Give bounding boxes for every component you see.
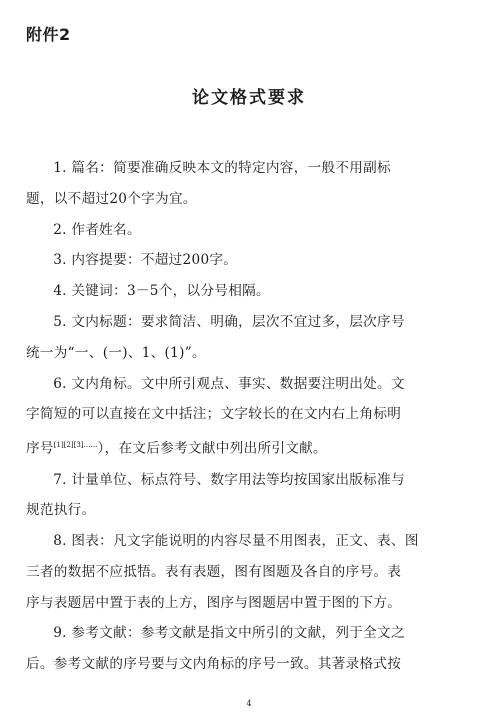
- item-text: 要求简洁、明确，层次不宜过多，层次序号: [140, 313, 405, 330]
- item-4: [26, 276, 472, 307]
- item-text: 序与表题居中置于表的上方，图序与图题居中置于图的下方。: [26, 594, 402, 611]
- item-number: 2.: [53, 221, 72, 238]
- item-label: 内容提要：: [71, 252, 141, 269]
- page-number: 4: [246, 699, 252, 708]
- item-label: 图表：: [71, 533, 114, 550]
- item-number: 6.: [53, 375, 72, 392]
- item-7: [26, 465, 472, 496]
- item-1: [26, 153, 472, 184]
- item-text: 不超过200字。: [140, 252, 238, 269]
- item-8: [26, 526, 472, 557]
- item-number: 3.: [53, 252, 72, 269]
- item-text: 规范执行。: [26, 502, 96, 519]
- item-6-cont: [26, 399, 472, 464]
- item-5: [26, 307, 472, 338]
- item-text: 参考文献是指文中所引的文献，列于全文之: [140, 625, 405, 642]
- citation-superscript: [1][2][3]……: [53, 441, 98, 450]
- item-text: 三者的数据不应抵牾。表有表题，图有图题及各自的序号。表: [26, 563, 402, 580]
- item-9: [26, 618, 472, 649]
- item-2: [26, 215, 472, 246]
- item-5-cont: [26, 338, 472, 369]
- item-text: ），在文后参考文献中列出所引文献。: [97, 440, 327, 457]
- document-body: [26, 153, 472, 680]
- item-label: 关键词：: [71, 283, 127, 300]
- item-number: 8.: [53, 533, 72, 550]
- item-text: 凡文字能说明的内容尽量不用图表，正文、表、图: [113, 533, 419, 550]
- item-label: 文内角标。: [71, 375, 141, 392]
- item-text: 3－5个，以分号相隔。: [126, 283, 270, 300]
- item-text: 简要准确反映本文的特定内容，一般不用副标: [113, 160, 391, 176]
- document-title: 论文格式要求: [192, 88, 306, 108]
- item-1-cont: [26, 184, 472, 215]
- item-text: 题，以不超过20个字为宜。: [26, 190, 197, 207]
- item-8-cont: [26, 557, 472, 619]
- item-label: 篇名：: [71, 160, 114, 176]
- item-9-cont: [26, 649, 472, 680]
- item-label: 文内标题：: [71, 313, 141, 330]
- item-6: [26, 369, 472, 400]
- item-text: 计量单位、标点符号、数字用法等均按国家出版标准与: [71, 471, 405, 488]
- item-text: 作者姓名。: [71, 221, 141, 238]
- item-number: 7.: [53, 471, 72, 488]
- item-text: 序号: [26, 440, 54, 457]
- item-text: 文中所引观点、事实、数据要注明出处。文: [140, 375, 405, 392]
- attachment-label: 附件2: [26, 25, 71, 44]
- item-number: 1.: [53, 160, 72, 176]
- item-number: 9.: [53, 625, 72, 642]
- item-3: [26, 245, 472, 276]
- item-text: 统一为“一、(一)、1、(1)”。: [26, 344, 206, 361]
- item-label: 参考文献：: [71, 625, 141, 642]
- item-text: 后。参考文献的序号要与文内角标的序号一致。其著录格式按: [26, 656, 402, 673]
- item-7-cont: [26, 495, 472, 526]
- item-text: 字简短的可以直接在文中括注；文字较长的在文内右上角标明: [26, 406, 402, 423]
- item-number: 5.: [53, 313, 72, 330]
- item-number: 4.: [53, 283, 72, 300]
